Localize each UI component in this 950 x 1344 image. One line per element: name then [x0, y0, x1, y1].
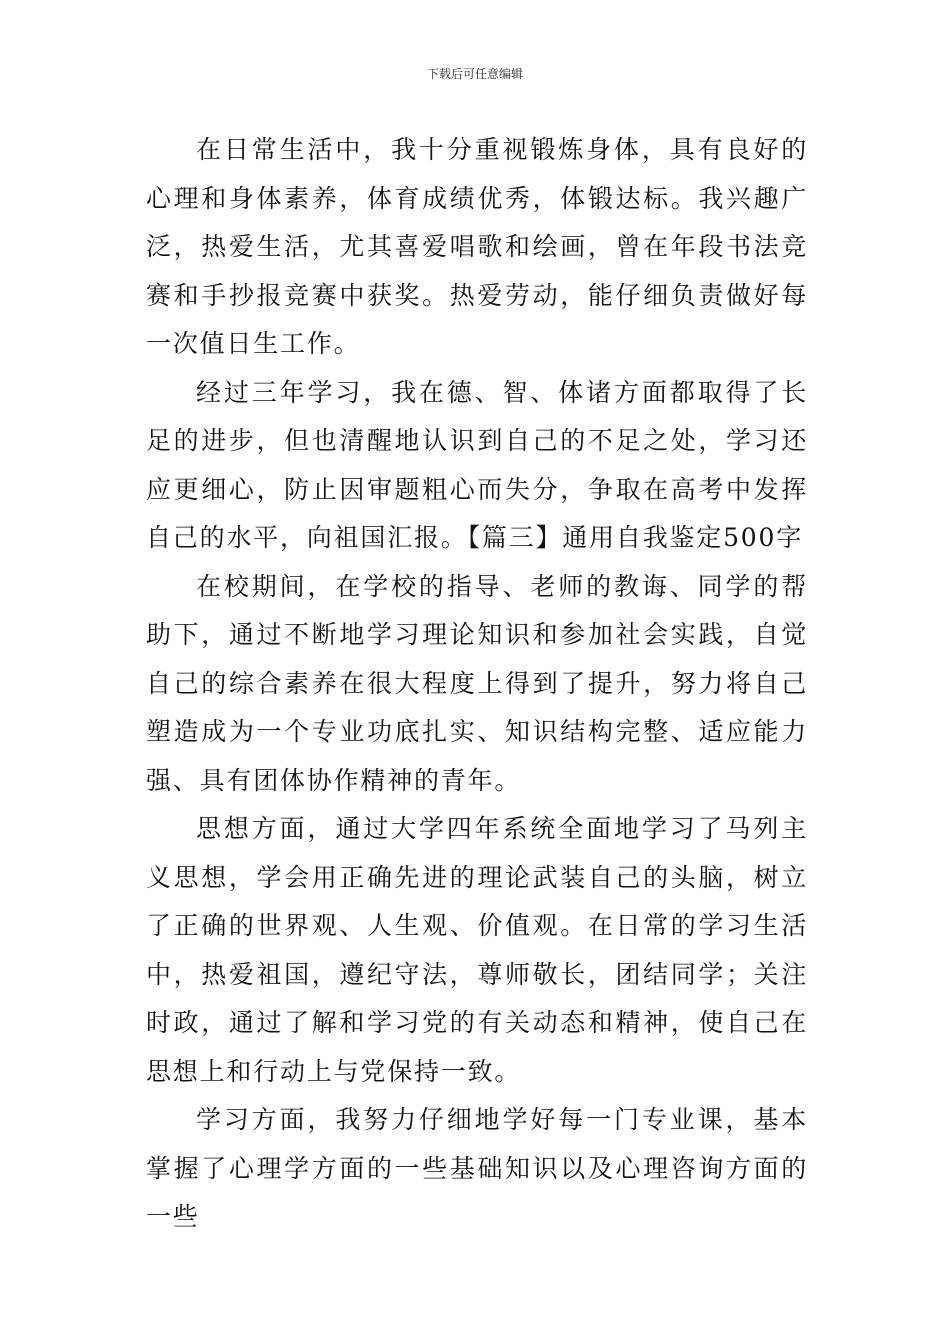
header-note: 下载后可任意编辑	[426, 67, 523, 81]
paragraph: 在校期间，在学校的指导、老师的教诲、同学的帮助下，通过不断地学习理论知识和参加社会实践，自觉自己的综合素养在很大程度上得到了提升，努力将自己塑造成为一个专业功底扎实、知识结构完整、适应能力强、具有团体协作精神的青年。	[146, 571, 808, 795]
paragraph: 学习方面，我努力仔细地学好每一门专业课，基本掌握了心理学方面的一些基础知识以及心理咨询方面的一些	[146, 1105, 808, 1231]
paragraph: 经过三年学习，我在德、智、体诸方面都取得了长足的进步，但也清醒地认识到自己的不足之处，学习还应更细心，防止因审题粗心而失分，争取在高考中发挥自己的水平，向祖国汇报。【篇三】通用自我鉴定500字	[146, 377, 808, 552]
body-text	[146, 126, 808, 1242]
paragraph: 在日常生活中，我十分重视锻炼身体，具有良好的心理和身体素养，体育成绩优秀，体锻达标。我兴趣广泛，热爱生活，尤其喜爱唱歌和绘画，曾在年段书法竞赛和手抄报竞赛中获奖。热爱劳动，能仔细负责做好每一次值日生工作。	[146, 135, 808, 358]
paragraph: 思想方面，通过大学四年系统全面地学习了马列主义思想，学会用正确先进的理论武装自己的头脑，树立了正确的世界观、人生观、价值观。在日常的学习生活中，热爱祖国，遵纪守法，尊师敬长，团结同学；关注时政，通过了解和学习党的有关动态和精神，使自己在思想上和行动上与党保持一致。	[146, 814, 808, 1086]
